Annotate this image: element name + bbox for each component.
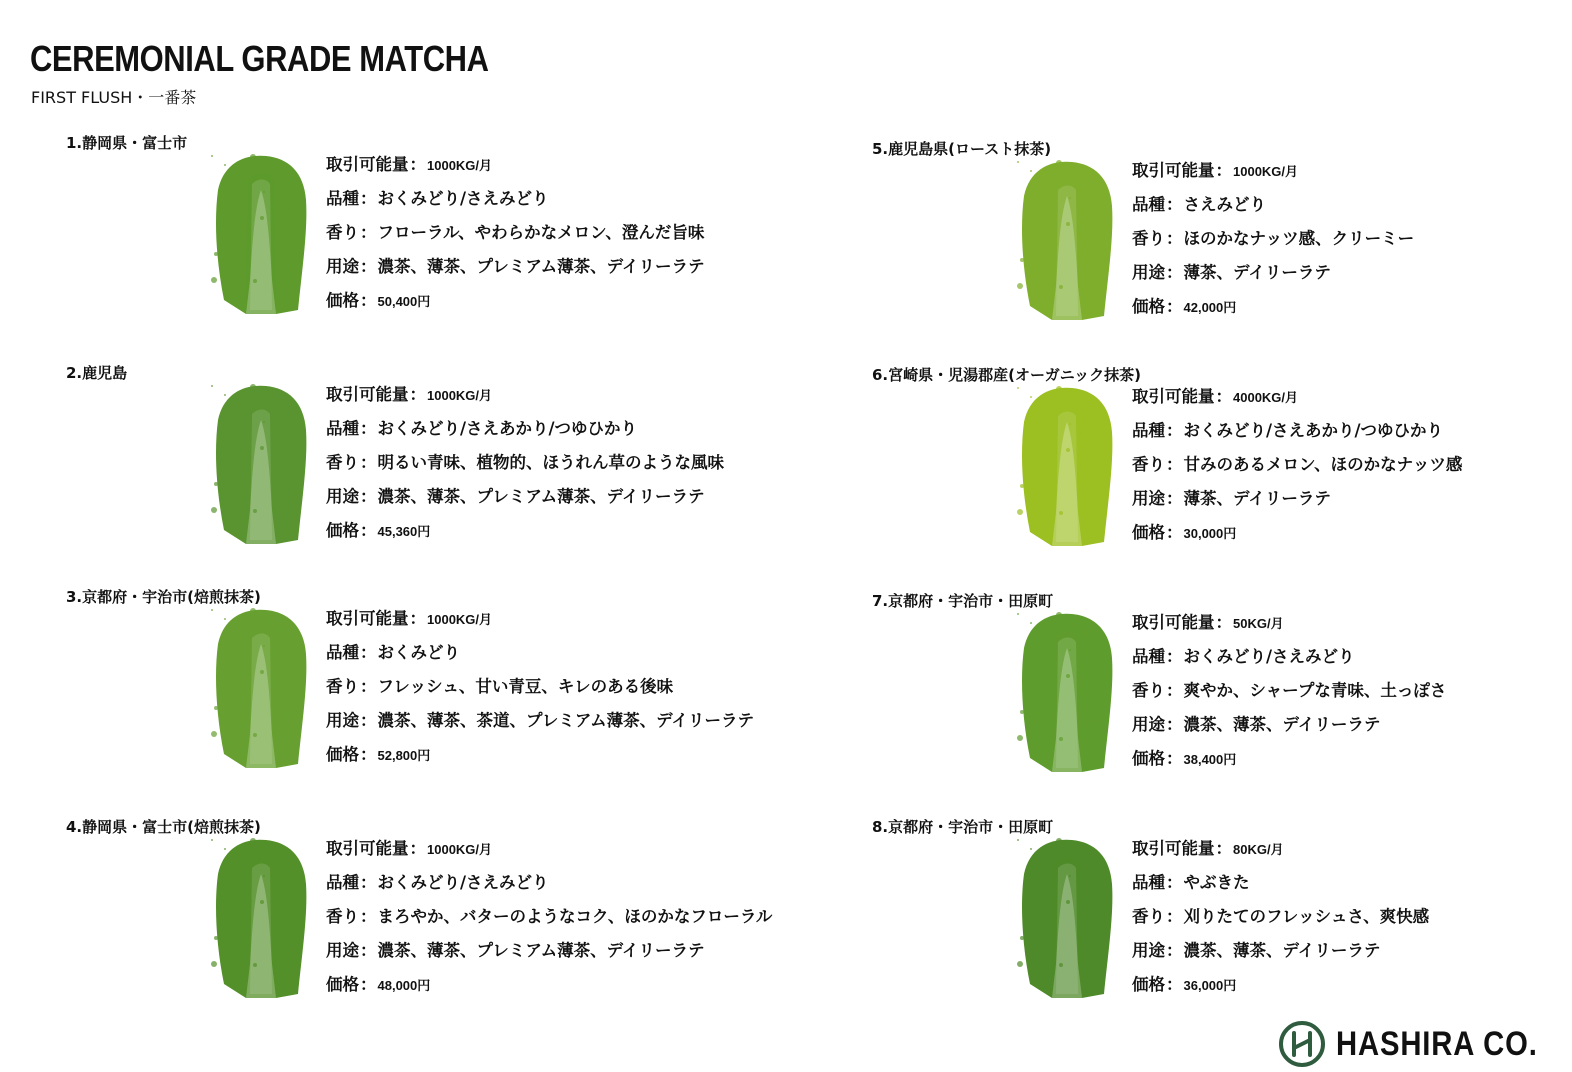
detail-label: 取引可能量 — [1132, 161, 1215, 180]
label-separator: ： — [409, 385, 426, 404]
detail-value: 30,000円 — [1183, 526, 1237, 541]
product-title: 4.静岡県・富士市(焙煎抹茶) — [66, 818, 261, 836]
matcha-powder-image — [206, 604, 316, 769]
detail-row-use — [1132, 708, 1446, 742]
detail-value: おくみどり/さえあかり/つゆひかり — [377, 419, 638, 438]
label-separator: ： — [360, 189, 377, 208]
product-details — [1132, 154, 1414, 324]
detail-label: 品種 — [326, 643, 359, 662]
detail-row-variety — [1132, 188, 1414, 222]
label-separator: ： — [409, 839, 426, 858]
detail-value: 刈りたてのフレッシュさ、爽快感 — [1183, 907, 1430, 926]
detail-value: 1000KG/月 — [427, 158, 493, 173]
detail-value: おくみどり/さえみどり — [1183, 647, 1355, 666]
label-separator: ： — [1166, 195, 1183, 214]
detail-value: 濃茶、薄茶、デイリーラテ — [1183, 941, 1381, 960]
label-separator: ： — [409, 609, 426, 628]
product-item — [66, 586, 766, 786]
product-item — [872, 364, 1572, 564]
matcha-powder-image — [1012, 382, 1122, 547]
product-title: 3.京都府・宇治市(焙煎抹茶) — [66, 588, 261, 606]
detail-value: 48,000円 — [377, 978, 431, 993]
label-separator: ： — [1166, 647, 1183, 666]
detail-row-aroma — [326, 670, 754, 704]
detail-row-capacity — [1132, 832, 1429, 866]
detail-value: 52,800円 — [377, 748, 431, 763]
detail-value: 薄茶、デイリーラテ — [1183, 489, 1331, 508]
detail-value: ほのかなナッツ感、クリーミー — [1183, 229, 1415, 248]
detail-label: 品種 — [1132, 873, 1165, 892]
detail-label: 品種 — [326, 189, 359, 208]
detail-label: 品種 — [1132, 195, 1165, 214]
detail-row-capacity — [1132, 380, 1462, 414]
detail-row-capacity — [326, 832, 772, 866]
label-separator: ： — [360, 257, 377, 276]
product-details — [326, 602, 754, 772]
detail-row-aroma — [1132, 900, 1429, 934]
detail-row-use — [326, 480, 724, 514]
detail-label: 取引可能量 — [1132, 387, 1215, 406]
detail-row-use — [326, 934, 772, 968]
detail-value: 濃茶、薄茶、プレミアム薄茶、デイリーラテ — [377, 941, 705, 960]
detail-label: 香り — [1132, 681, 1165, 700]
detail-value: 濃茶、薄茶、プレミアム薄茶、デイリーラテ — [377, 257, 705, 276]
matcha-powder-image — [1012, 834, 1122, 999]
detail-row-capacity — [326, 378, 724, 412]
page-subtitle: FIRST FLUSH・一番茶 — [31, 88, 197, 107]
detail-label: 価格 — [326, 745, 359, 764]
detail-label: 取引可能量 — [326, 155, 409, 174]
product-details — [1132, 380, 1462, 550]
label-separator: ： — [360, 711, 377, 730]
detail-label: 用途 — [326, 257, 359, 276]
detail-row-use — [1132, 482, 1462, 516]
detail-label: 価格 — [326, 975, 359, 994]
detail-label: 香り — [1132, 229, 1165, 248]
product-title: 8.京都府・宇治市・田原町 — [872, 818, 1054, 836]
detail-label: 香り — [326, 453, 359, 472]
detail-label: 用途 — [1132, 715, 1165, 734]
detail-row-variety — [1132, 640, 1446, 674]
detail-row-use — [326, 250, 705, 284]
page-title: CEREMONIAL GRADE MATCHA — [30, 38, 489, 79]
label-separator: ： — [1166, 421, 1183, 440]
detail-row-use — [1132, 256, 1414, 290]
label-separator: ： — [409, 155, 426, 174]
detail-row-capacity — [326, 602, 754, 636]
detail-value: 4000KG/月 — [1233, 390, 1299, 405]
detail-row-variety — [1132, 866, 1429, 900]
product-title: 6.宮崎県・児湯郡産(オーガニック抹茶) — [872, 366, 1141, 384]
label-separator: ： — [1166, 229, 1183, 248]
label-separator: ： — [1215, 387, 1232, 406]
product-item — [66, 362, 766, 562]
product-item — [66, 816, 773, 1016]
label-separator: ： — [1166, 907, 1183, 926]
detail-label: 品種 — [1132, 421, 1165, 440]
detail-label: 取引可能量 — [326, 839, 409, 858]
label-separator: ： — [360, 419, 377, 438]
product-title: 1.静岡県・富士市 — [66, 134, 188, 152]
detail-value: 42,000円 — [1183, 300, 1237, 315]
detail-label: 品種 — [1132, 647, 1165, 666]
detail-label: 用途 — [326, 711, 359, 730]
label-separator: ： — [360, 453, 377, 472]
detail-value: 薄茶、デイリーラテ — [1183, 263, 1331, 282]
detail-label: 価格 — [1132, 297, 1165, 316]
label-separator: ： — [1166, 263, 1183, 282]
detail-row-aroma — [1132, 222, 1414, 256]
label-separator: ： — [360, 643, 377, 662]
detail-row-aroma — [1132, 448, 1462, 482]
detail-row-price — [1132, 968, 1429, 1002]
label-separator: ： — [1166, 975, 1183, 994]
product-details — [326, 378, 724, 548]
label-separator: ： — [360, 873, 377, 892]
label-separator: ： — [1166, 455, 1183, 474]
product-item — [872, 816, 1572, 1016]
detail-value: まろやか、バターのようなコク、ほのかなフローラル — [377, 907, 773, 926]
detail-value: おくみどり/さえみどり — [377, 189, 549, 208]
detail-row-capacity — [1132, 606, 1446, 640]
detail-row-variety — [1132, 414, 1462, 448]
detail-row-use — [1132, 934, 1429, 968]
matcha-powder-image — [1012, 608, 1122, 773]
detail-row-aroma — [326, 446, 724, 480]
detail-row-price — [1132, 742, 1446, 776]
detail-value: フレッシュ、甘い青豆、キレのある後味 — [377, 677, 674, 696]
detail-row-variety — [326, 866, 772, 900]
hashira-logo-icon — [1278, 1020, 1326, 1068]
detail-label: 品種 — [326, 419, 359, 438]
detail-label: 価格 — [1132, 975, 1165, 994]
detail-label: 香り — [326, 677, 359, 696]
label-separator: ： — [1166, 523, 1183, 542]
detail-label: 取引可能量 — [1132, 613, 1215, 632]
product-item — [872, 590, 1572, 790]
brand-logo — [1278, 1020, 1571, 1068]
detail-row-capacity — [1132, 154, 1414, 188]
detail-label: 香り — [1132, 455, 1165, 474]
detail-label: 用途 — [326, 941, 359, 960]
detail-value: 1000KG/月 — [427, 388, 493, 403]
label-separator: ： — [360, 907, 377, 926]
detail-row-price — [1132, 290, 1414, 324]
detail-value: やぶきた — [1183, 873, 1250, 892]
detail-row-price — [326, 738, 754, 772]
detail-value: おくみどり — [377, 643, 460, 662]
detail-label: 価格 — [326, 521, 359, 540]
detail-label: 価格 — [1132, 523, 1165, 542]
label-separator: ： — [360, 223, 377, 242]
detail-value: さえみどり — [1183, 195, 1266, 214]
product-details — [1132, 606, 1446, 776]
detail-row-aroma — [326, 216, 705, 250]
detail-value: 36,000円 — [1183, 978, 1237, 993]
detail-row-aroma — [1132, 674, 1446, 708]
matcha-powder-image — [1012, 156, 1122, 321]
label-separator: ： — [360, 745, 377, 764]
label-separator: ： — [1166, 297, 1183, 316]
detail-value: 1000KG/月 — [427, 612, 493, 627]
label-separator: ： — [1166, 715, 1183, 734]
detail-value: 甘みのあるメロン、ほのかなナッツ感 — [1183, 455, 1463, 474]
detail-row-aroma — [326, 900, 772, 934]
product-title: 7.京都府・宇治市・田原町 — [872, 592, 1054, 610]
matcha-powder-image — [206, 834, 316, 999]
label-separator: ： — [1166, 749, 1183, 768]
detail-row-variety — [326, 636, 754, 670]
label-separator: ： — [360, 941, 377, 960]
brand-name: HASHIRA CO. — [1336, 1024, 1538, 1063]
detail-row-variety — [326, 182, 705, 216]
label-separator: ： — [1215, 161, 1232, 180]
detail-value: おくみどり/さえみどり — [377, 873, 549, 892]
detail-value: 明るい青味、植物的、ほうれん草のような風味 — [377, 453, 724, 472]
product-title: 5.鹿児島県(ロースト抹茶) — [872, 140, 1052, 158]
product-item — [66, 132, 766, 332]
label-separator: ： — [360, 975, 377, 994]
detail-label: 用途 — [1132, 263, 1165, 282]
label-separator: ： — [1166, 873, 1183, 892]
detail-value: 50KG/月 — [1233, 616, 1284, 631]
product-details — [326, 832, 772, 1002]
detail-label: 用途 — [326, 487, 359, 506]
detail-label: 取引可能量 — [1132, 839, 1215, 858]
product-details — [1132, 832, 1429, 1002]
detail-row-price — [326, 284, 705, 318]
detail-value: おくみどり/さえあかり/つゆひかり — [1183, 421, 1444, 440]
label-separator: ： — [1166, 681, 1183, 700]
detail-label: 香り — [1132, 907, 1165, 926]
detail-label: 香り — [326, 223, 359, 242]
detail-value: 濃茶、薄茶、プレミアム薄茶、デイリーラテ — [377, 487, 705, 506]
detail-label: 用途 — [1132, 489, 1165, 508]
detail-value: 50,400円 — [377, 294, 431, 309]
detail-label: 用途 — [1132, 941, 1165, 960]
product-title: 2.鹿児島 — [66, 364, 128, 382]
label-separator: ： — [360, 521, 377, 540]
label-separator: ： — [1215, 839, 1232, 858]
label-separator: ： — [360, 487, 377, 506]
label-separator: ： — [1215, 613, 1232, 632]
detail-label: 香り — [326, 907, 359, 926]
detail-value: 爽やか、シャープな青味、土っぽさ — [1183, 681, 1447, 700]
label-separator: ： — [360, 677, 377, 696]
detail-row-price — [1132, 516, 1462, 550]
label-separator: ： — [360, 291, 377, 310]
detail-label: 品種 — [326, 873, 359, 892]
detail-label: 取引可能量 — [326, 385, 409, 404]
detail-value: 38,400円 — [1183, 752, 1237, 767]
detail-value: 80KG/月 — [1233, 842, 1284, 857]
label-separator: ： — [1166, 941, 1183, 960]
detail-row-variety — [326, 412, 724, 446]
detail-row-price — [326, 968, 772, 1002]
matcha-powder-image — [206, 150, 316, 315]
matcha-powder-image — [206, 380, 316, 545]
product-item — [872, 138, 1572, 338]
detail-value: 1000KG/月 — [1233, 164, 1299, 179]
detail-value: 濃茶、薄茶、デイリーラテ — [1183, 715, 1381, 734]
label-separator: ： — [1166, 489, 1183, 508]
detail-row-price — [326, 514, 724, 548]
detail-label: 価格 — [1132, 749, 1165, 768]
detail-value: 45,360円 — [377, 524, 431, 539]
detail-row-use — [326, 704, 754, 738]
detail-label: 価格 — [326, 291, 359, 310]
detail-value: フローラル、やわらかなメロン、澄んだ旨味 — [377, 223, 705, 242]
detail-value: 濃茶、薄茶、茶道、プレミアム薄茶、デイリーラテ — [377, 711, 755, 730]
detail-row-capacity — [326, 148, 705, 182]
product-details — [326, 148, 705, 318]
detail-value: 1000KG/月 — [427, 842, 493, 857]
detail-label: 取引可能量 — [326, 609, 409, 628]
